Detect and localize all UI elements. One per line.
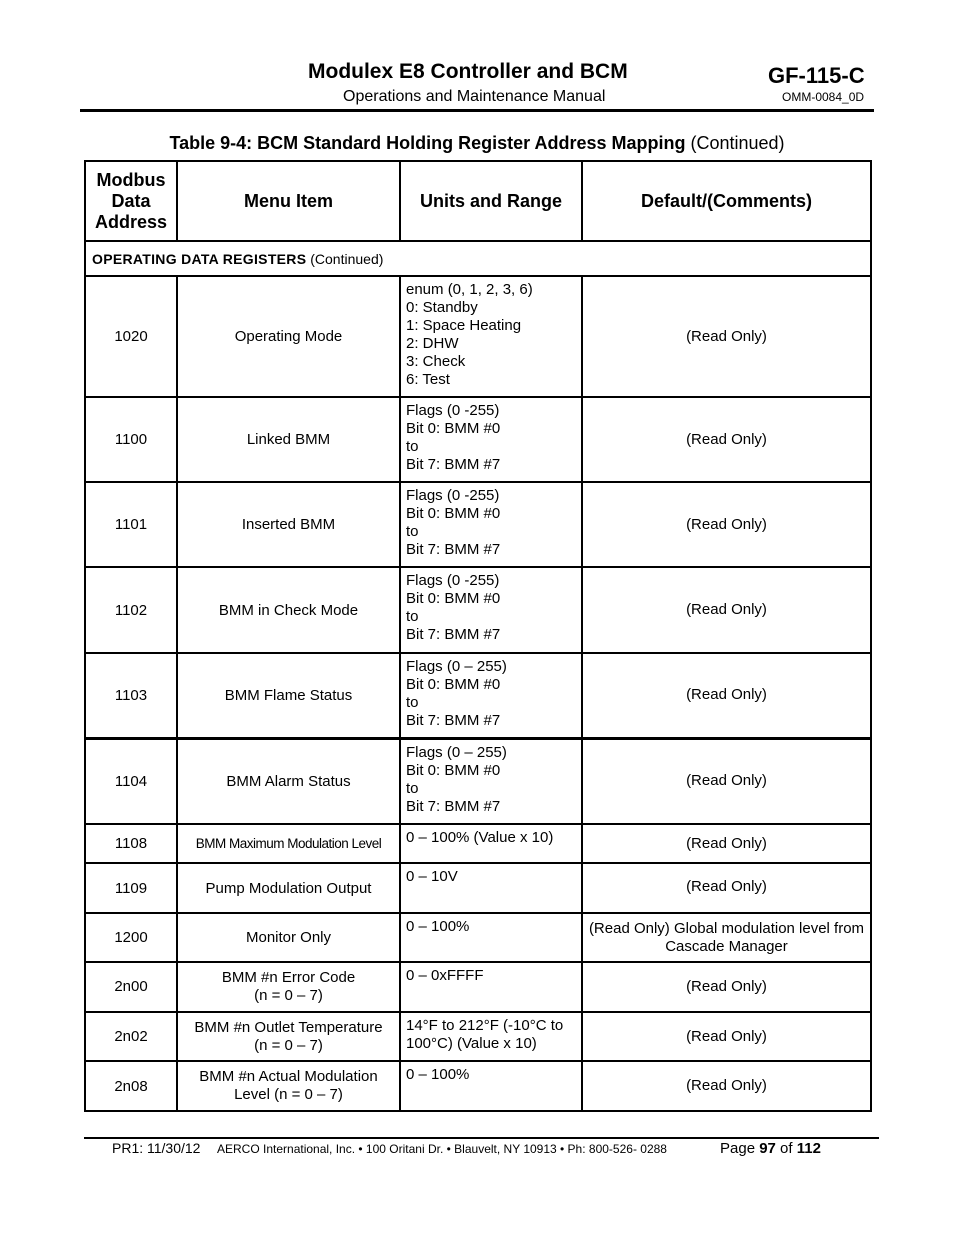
comment-cell: (Read Only) Global modulation level from Cascade Manager bbox=[582, 913, 871, 962]
units-cell: enum (0, 1, 2, 3, 6) 0: Standby 1: Space Heating 2: DHW 3: Check 6: Test bbox=[400, 276, 582, 397]
table-row bbox=[85, 1061, 871, 1111]
menu-item-cell: BMM Maximum Modulation Level bbox=[177, 824, 400, 863]
page-total: 112 bbox=[796, 1140, 821, 1157]
menu-item-cell: BMM #n Outlet Temperature (n = 0 – 7) bbox=[177, 1012, 400, 1061]
footer-revision: PR1: 11/30/12 bbox=[112, 1140, 201, 1156]
units-cell: 0 – 100% (Value x 10) bbox=[400, 824, 582, 863]
doc-code: GF-115-C bbox=[768, 63, 865, 88]
address-cell: 1100 bbox=[85, 397, 177, 482]
table-row bbox=[85, 962, 871, 1012]
table-row bbox=[85, 482, 871, 567]
comment-cell: (Read Only) bbox=[582, 1061, 871, 1111]
units-cell: 0 – 0xFFFF bbox=[400, 962, 582, 1012]
menu-item-cell: BMM in Check Mode bbox=[177, 567, 400, 653]
table-header-row bbox=[85, 161, 871, 241]
units-cell: 14°F to 212°F (-10°C to 100°C) (Value x 10) bbox=[400, 1012, 582, 1061]
comment-cell: (Read Only) bbox=[582, 567, 871, 653]
address-cell: 2n08 bbox=[85, 1061, 177, 1111]
col-header-address: Modbus Data Address bbox=[85, 161, 177, 241]
col-header-menu-item: Menu Item bbox=[177, 161, 400, 241]
address-cell: 1102 bbox=[85, 567, 177, 653]
units-cell: 0 – 100% bbox=[400, 1061, 582, 1111]
units-cell: Flags (0 – 255) Bit 0: BMM #0 to Bit 7: BMM #7 bbox=[400, 738, 582, 824]
page-number: 97 bbox=[759, 1140, 776, 1157]
address-cell: 1200 bbox=[85, 913, 177, 962]
comment-cell: (Read Only) bbox=[582, 482, 871, 567]
units-cell: Flags (0 – 255) Bit 0: BMM #0 to Bit 7: BMM #7 bbox=[400, 653, 582, 738]
header-rule bbox=[80, 109, 874, 112]
address-cell: 2n00 bbox=[85, 962, 177, 1012]
table-caption bbox=[0, 133, 954, 154]
menu-item-cell: BMM #n Actual Modulation Level (n = 0 – 7) bbox=[177, 1061, 400, 1111]
units-cell: Flags (0 -255) Bit 0: BMM #0 to Bit 7: BMM #7 bbox=[400, 397, 582, 482]
address-cell: 1101 bbox=[85, 482, 177, 567]
units-cell: Flags (0 -255) Bit 0: BMM #0 to Bit 7: BMM #7 bbox=[400, 567, 582, 653]
menu-item-cell: BMM #n Error Code (n = 0 – 7) bbox=[177, 962, 400, 1012]
col-header-units: Units and Range bbox=[400, 161, 582, 241]
comment-cell: (Read Only) bbox=[582, 738, 871, 824]
footer-rule bbox=[84, 1137, 879, 1139]
units-cell: 0 – 100% bbox=[400, 913, 582, 962]
comment-cell: (Read Only) bbox=[582, 276, 871, 397]
doc-number: OMM-0084_0D bbox=[782, 90, 865, 104]
table-row bbox=[85, 738, 871, 824]
menu-item-cell: Inserted BMM bbox=[177, 482, 400, 567]
footer-page bbox=[720, 1140, 821, 1157]
comment-cell: (Read Only) bbox=[582, 863, 871, 913]
table-row bbox=[85, 863, 871, 913]
comment-cell: (Read Only) bbox=[582, 1012, 871, 1061]
units-cell: Flags (0 -255) Bit 0: BMM #0 to Bit 7: BMM #7 bbox=[400, 482, 582, 567]
menu-item-cell: Monitor Only bbox=[177, 913, 400, 962]
section-label: OPERATING DATA REGISTERS bbox=[92, 250, 307, 267]
section-suffix: (Continued) bbox=[306, 250, 384, 267]
comment-cell: (Read Only) bbox=[582, 397, 871, 482]
table-row bbox=[85, 276, 871, 397]
menu-item-cell: Pump Modulation Output bbox=[177, 863, 400, 913]
address-cell: 1104 bbox=[85, 738, 177, 824]
table-row bbox=[85, 913, 871, 962]
menu-item-cell: BMM Flame Status bbox=[177, 653, 400, 738]
table-row bbox=[85, 397, 871, 482]
menu-item-cell: BMM Alarm Status bbox=[177, 738, 400, 824]
table-row bbox=[85, 653, 871, 738]
units-cell: 0 – 10V bbox=[400, 863, 582, 913]
comment-cell: (Read Only) bbox=[582, 962, 871, 1012]
address-cell: 1103 bbox=[85, 653, 177, 738]
table-row bbox=[85, 824, 871, 863]
address-cell: 1020 bbox=[85, 276, 177, 397]
caption-normal: (Continued) bbox=[685, 133, 785, 153]
register-table bbox=[84, 160, 872, 1112]
comment-cell: (Read Only) bbox=[582, 653, 871, 738]
comment-cell: (Read Only) bbox=[582, 824, 871, 863]
doc-subtitle: Operations and Maintenance Manual bbox=[343, 88, 606, 105]
address-cell: 2n02 bbox=[85, 1012, 177, 1061]
col-header-default: Default/(Comments) bbox=[582, 161, 871, 241]
table-row bbox=[85, 1012, 871, 1061]
section-heading bbox=[85, 241, 871, 276]
table-row bbox=[85, 567, 871, 653]
caption-bold: Table 9-4: BCM Standard Holding Register Address Mapping bbox=[169, 133, 686, 153]
section-row bbox=[85, 241, 871, 276]
page-prefix: Page bbox=[720, 1140, 760, 1157]
menu-item-cell: Linked BMM bbox=[177, 397, 400, 482]
address-cell: 1108 bbox=[85, 824, 177, 863]
address-cell: 1109 bbox=[85, 863, 177, 913]
menu-item-cell: Operating Mode bbox=[177, 276, 400, 397]
footer-address: AERCO International, Inc. • 100 Oritani Dr. • Blauvelt, NY 10913 • Ph: 800-526- 0288 bbox=[217, 1142, 667, 1156]
doc-title: Modulex E8 Controller and BCM bbox=[308, 60, 628, 83]
page-mid: of bbox=[775, 1140, 797, 1157]
